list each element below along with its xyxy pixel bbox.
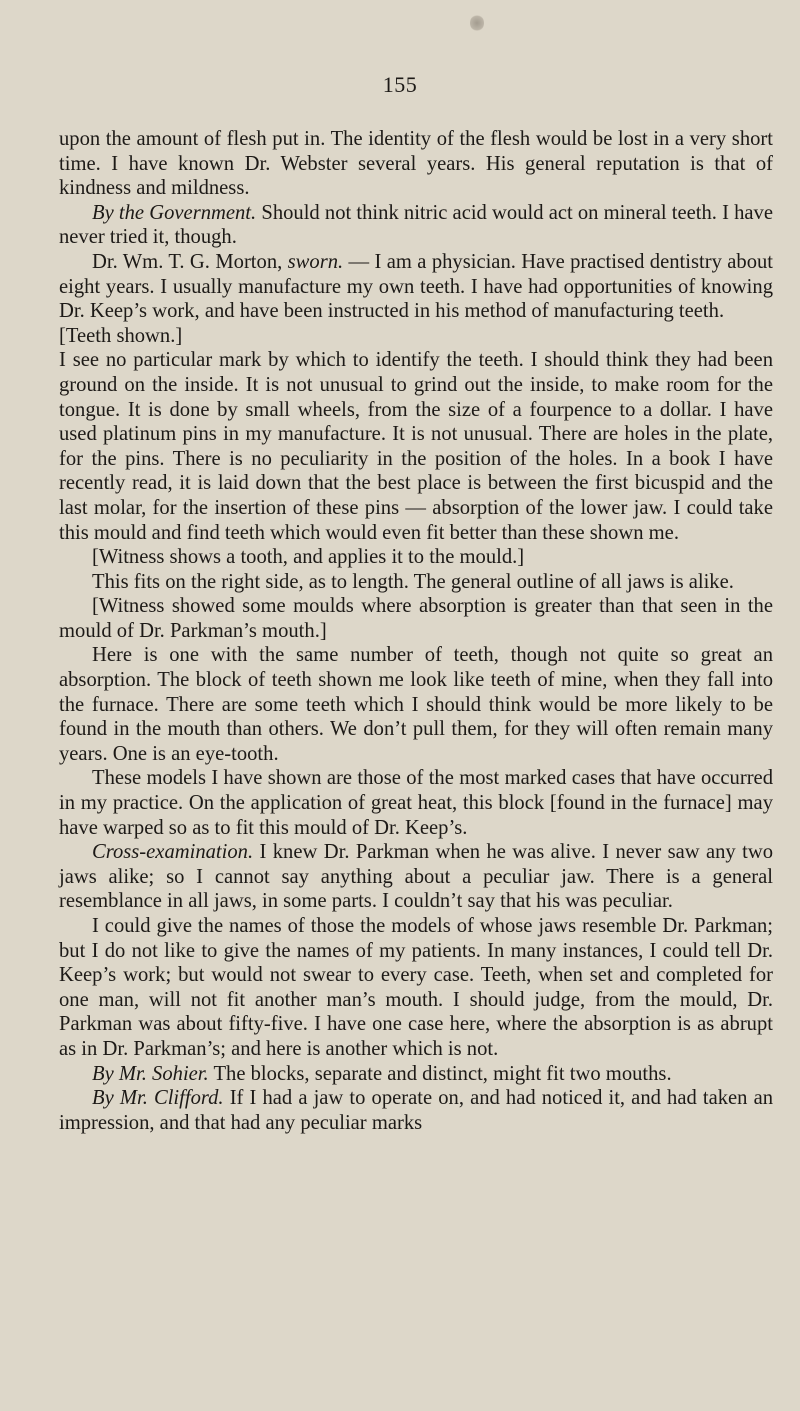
- stage-direction: [Teeth shown.]: [59, 324, 183, 347]
- text-run: I could give the names of those the models of whose jaws resemble Dr. Parkman; but I do not like to give the names of my patients. In many instances, I could tell Dr. Keep’s work; but would not swear to every case. Teeth, when set and completed for one man, will not fit another man’s mouth. I should judge, from the mould, Dr. Parkman was about fifty-five. I have one case here, where the absorption is as abrupt as in Dr. Parkman’s; and here is another which is not.: [59, 915, 773, 1060]
- paragraph-4: [59, 324, 773, 349]
- witness-name: Dr. Wm. T. G. Morton,: [92, 250, 288, 273]
- paper-speck: [470, 14, 484, 32]
- speaker-label: By Mr. Sohier.: [92, 1062, 209, 1085]
- stage-direction: [Witness showed some moulds where absorption is greater than that seen in the mould of Dr. Parkman’s mouth.]: [59, 595, 773, 642]
- paragraph-6: [59, 545, 773, 570]
- paragraph-8: [59, 594, 773, 643]
- text-run: If I had a jaw to operate on, and had noticed it, and had taken an impression, and that had any peculiar marks: [59, 1087, 774, 1134]
- paragraph-3: [59, 250, 773, 324]
- stage-direction: [Witness shows a tooth, and applies it to the mould.]: [92, 546, 525, 569]
- text-run: I see no particular mark by which to identify the teeth. I should think they had been ground on the inside. It is not unusual to grind out the inside, to make room for the tongue. It is done by small wheels, from the size of a fourpence to a dollar. I have used platinum pins in my manufacture. It is not unusual. There are holes in the plate, for the pins. There is no peculiarity in the position of the holes. In a book I have recently read, it is laid down that the best place is between the first bicuspid and the last molar, for the insertion of these pins — absorption of the lower jaw. I could take this mould and find teeth which would even fit better than these shown me.: [59, 349, 773, 544]
- text-run: Should not think nitric acid would act on mineral teeth. I have never tried it, though.: [59, 201, 773, 249]
- paragraph-5: [59, 348, 773, 545]
- paragraph-1: [59, 127, 773, 201]
- text-run: I knew Dr. Parkman when he was alive. I never saw any two jaws alike; so I cannot say anything about a peculiar jaw. There is a general resemblance in all jaws, in some parts. I couldn’t say that his was peculiar.: [59, 841, 773, 913]
- paragraph-7: [59, 570, 773, 595]
- text-run: — I am a physician. Have practised dentistry about eight years. I usually manufacture my own teeth. I have had opportunities of knowing Dr. Keep’s work, and have been instructed in his method of manufacturing teeth.: [59, 250, 774, 323]
- speaker-label: Cross-examination.: [92, 841, 254, 864]
- text-run: The blocks, separate and distinct, might fit two mouths.: [208, 1062, 672, 1085]
- page-body: [59, 127, 773, 1135]
- paragraph-12: [59, 914, 773, 1062]
- paragraph-14: [59, 1086, 773, 1135]
- text-run: These models I have shown are those of the most marked cases that have occurred in my practice. On the application of great heat, this block [found in the furnace] may have warped so as to fit this mould of Dr. Keep’s.: [59, 767, 773, 839]
- speaker-label: By the Government.: [92, 201, 257, 224]
- speaker-label: By Mr. Clifford.: [92, 1087, 224, 1110]
- paragraph-13: [59, 1062, 773, 1087]
- text-run: This fits on the right side, as to length. The general outline of all jaws is alike.: [92, 570, 734, 593]
- sworn-label: sworn.: [287, 250, 344, 273]
- page-number: 155: [382, 72, 418, 97]
- paragraph-9: [59, 643, 773, 766]
- text-run: Here is one with the same number of teeth, though not quite so great an absorption. The block of teeth shown me look like teeth of mine, when they fall into the furnace. There are some teeth which I should think would be more likely to be found in the mouth than others. We don’t pull them, for they will often remain many years. One is an eye-tooth.: [59, 644, 773, 765]
- paragraph-11: [59, 840, 773, 914]
- paragraph-10: [59, 766, 773, 840]
- text-run: upon the amount of flesh put in. The identity of the flesh would be lost in a very short time. I have known Dr. Webster several years. His general reputation is that of kindness and mildness.: [59, 128, 773, 200]
- paragraph-2: [59, 201, 773, 250]
